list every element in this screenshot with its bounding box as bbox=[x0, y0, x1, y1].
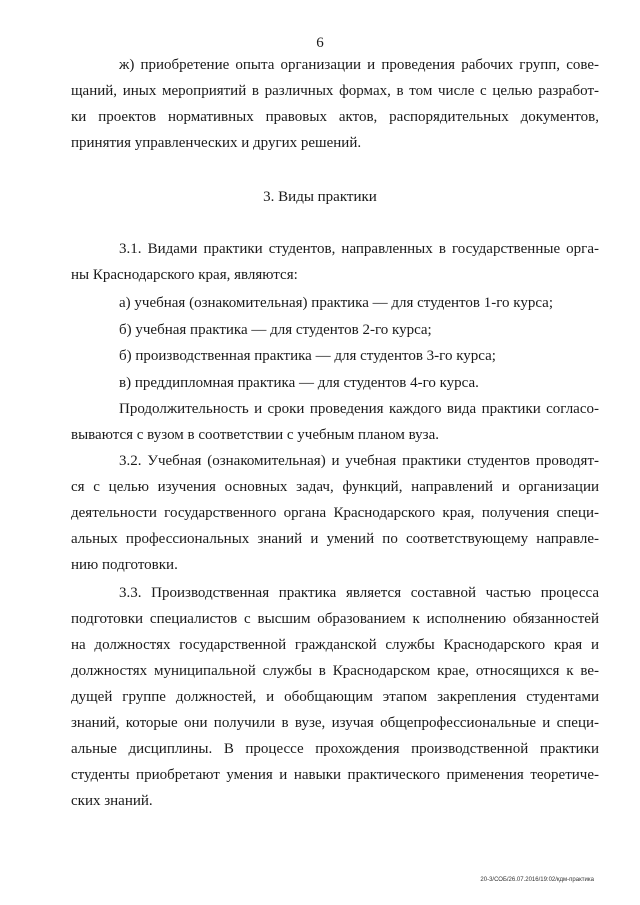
text-line: ских знаний. bbox=[71, 793, 153, 809]
text-line: знаний, которые они получили в вузе, изучая общепрофессиональные и специ- bbox=[71, 715, 599, 731]
text-line: ся с целью изучения основных задач, функций, направлений и организации bbox=[71, 479, 599, 495]
list-item: а) учебная (ознакомительная) практика — для студентов 1-го курса; bbox=[119, 295, 553, 311]
practice-types-list bbox=[119, 290, 599, 396]
paragraph-3-3 bbox=[71, 580, 599, 814]
paragraph-item-zh-cont bbox=[71, 78, 599, 156]
page-number: 6 bbox=[316, 35, 324, 51]
paragraph-3-2 bbox=[71, 448, 599, 578]
text-line: ны Краснодарского края, являются: bbox=[71, 267, 298, 283]
text-line: подготовки специалистов с высшим образованием к исполнению обязанностей bbox=[71, 611, 599, 627]
text-line: 3.3. Производственная практика является составной частью процесса bbox=[119, 585, 599, 601]
paragraph-duration bbox=[71, 396, 599, 448]
text-line: щаний, иных мероприятий в различных формах, в том числе с целью разработ- bbox=[71, 83, 599, 99]
document-footer-code: 20-3/СОБ/26.07.2016/19:02/кдм-практика bbox=[480, 877, 594, 883]
text-line: должностях муниципальной службы в Краснодарском крае, относящихся к ве- bbox=[71, 663, 599, 679]
paragraph-item-zh bbox=[119, 52, 599, 78]
text-line: ж) приобретение опыта организации и проведения рабочих групп, сове- bbox=[119, 57, 599, 73]
text-line: деятельности государственного органа Краснодарского края, получения специ- bbox=[71, 505, 599, 521]
text-line: вываются с вузом в соответствии с учебным планом вуза. bbox=[71, 427, 440, 443]
list-item: б) производственная практика — для студентов 3-го курса; bbox=[119, 348, 496, 364]
text-line: альные дисциплины. В процессе прохождения производственной практики bbox=[71, 741, 599, 757]
paragraph-3-1 bbox=[71, 236, 599, 288]
list-item: б) учебная практика — для студентов 2-го курса; bbox=[119, 321, 432, 338]
text-line: на должностях государственной гражданской службы Краснодарского края и bbox=[71, 637, 599, 653]
text-line: 3.2. Учебная (ознакомительная) и учебная практики студентов проводят- bbox=[119, 453, 599, 469]
section-title: 3. Виды практики bbox=[263, 189, 377, 205]
list-item: в) преддипломная практика — для студентов 4-го курса. bbox=[119, 374, 479, 391]
text-line: студенты приобретают умения и навыки практического применения теоретиче- bbox=[71, 767, 599, 783]
text-line: нию подготовки. bbox=[71, 557, 178, 573]
text-line: дущей группе должностей, и обобщающим этапом закрепления студентами bbox=[71, 689, 599, 705]
text-line: ки проектов нормативных правовых актов, распорядительных документов, bbox=[71, 109, 599, 125]
text-line: альных профессиональных знаний и умений по соответствующему направле- bbox=[71, 531, 599, 547]
text-line: 3.1. Видами практики студентов, направленных в государственные орга- bbox=[119, 241, 599, 257]
text-line: принятия управленческих и других решений. bbox=[71, 135, 362, 151]
text-line: Продолжительность и сроки проведения каждого вида практики согласо- bbox=[119, 401, 599, 417]
